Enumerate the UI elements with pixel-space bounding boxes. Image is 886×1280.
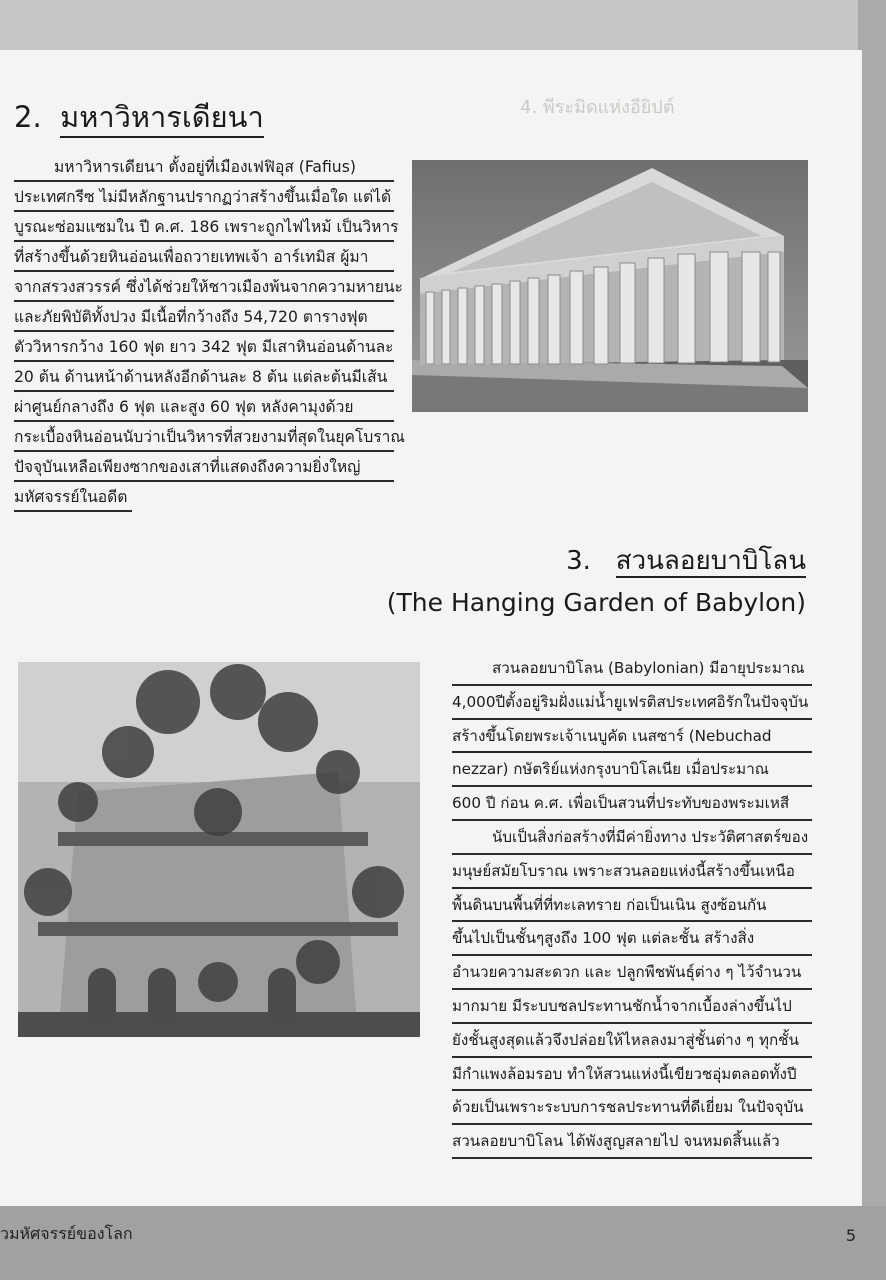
text-line: ประเทศกรีซ ไม่มีหลักฐานปรากฏว่าสร้างขึ้นเมื่อใด แต่ได้ bbox=[14, 182, 394, 212]
text-line: บูรณะซ่อมแซมใน ปี ค.ศ. 186 เพราะถูกไฟไหม้ เป็นวิหาร bbox=[14, 212, 394, 242]
temple-of-artemis-photo bbox=[412, 160, 808, 412]
text-line: อำนวยความสะดวก และ ปลูกพืชพันธุ์ต่าง ๆ ไว้จำนวน bbox=[452, 956, 812, 990]
text-line: ยังชั้นสูงสุดแล้วจึงปล่อยให้ไหลลงมาสู่ชั้นต่าง ๆ ทุกชั้น bbox=[452, 1024, 812, 1058]
section-2-body bbox=[14, 152, 405, 512]
section-3-number: 3. bbox=[566, 546, 591, 576]
scanner-background-top bbox=[0, 0, 886, 52]
text-line: จากสรวงสวรรค์ ซึ่งได้ช่วยให้ชาวเมืองพ้นจากความหายนะ bbox=[14, 272, 394, 302]
footer-book-title: วมหัศจรรย์ของโลก bbox=[0, 1224, 133, 1243]
bleed-through-text: 4. พีระมิดแห่งอียิปต์ bbox=[520, 97, 675, 118]
text-line: มากมาย มีระบบชลประทานชักน้ำจากเบื้องล่างขึ้นไป bbox=[452, 990, 812, 1024]
scanner-background-right bbox=[858, 0, 886, 1280]
text-line: และภัยพิบัติทั้งปวง มีเนื้อที่กว้างถึง 54,720 ตารางฟุต bbox=[14, 302, 394, 332]
text-line: สวนลอยบาบิโลน ได้พังสูญสลายไป จนหมดสิ้นแล้ว bbox=[452, 1125, 812, 1159]
text-line: 4,000ปีตั้งอยู่ริมฝั่งแม่น้ำยูเฟรติสประเทศอิรักในปัจจุบัน bbox=[452, 686, 812, 720]
text-line: สร้างขึ้นโดยพระเจ้าเนบูคัด เนสซาร์ (Nebuchad bbox=[452, 720, 812, 754]
text-line: กระเบื้องหินอ่อนนับว่าเป็นวิหารที่สวยงามที่สุดในยุคโบราณ bbox=[14, 422, 394, 452]
scanner-background-bottom bbox=[0, 1206, 886, 1280]
section-2-number: 2. bbox=[14, 100, 42, 134]
section-2-title: มหาวิหารเดียนา bbox=[60, 100, 264, 138]
page-number: 5 bbox=[845, 1226, 856, 1245]
garden-illustration bbox=[18, 662, 420, 1037]
text-line: มหาวิหารเดียนา ตั้งอยู่ที่เมืองเฟฟิอุส (Fafius) bbox=[14, 152, 394, 182]
text-line: ที่สร้างขึ้นด้วยหินอ่อนเพื่อถวายเทพเจ้า อาร์เทมิส ผู้มา bbox=[14, 242, 394, 272]
text-line: nezzar) กษัตริย์แห่งกรุงบาบิโลเนีย เมื่อประมาณ bbox=[452, 753, 812, 787]
text-line: มนุษย์สมัยโบราณ เพราะสวนลอยแห่งนี้สร้างขึ้นเหนือ bbox=[452, 855, 812, 889]
text-line: พื้นดินบนพื้นที่ที่ทะเลทราย ก่อเป็นเนิน สูงซ้อนกัน bbox=[452, 889, 812, 923]
text-line: ผ่าศูนย์กลางถึง 6 ฟุต และสูง 60 ฟุต หลังคามุงด้วย bbox=[14, 392, 394, 422]
text-line: 600 ปี ก่อน ค.ศ. เพื่อเป็นสวนที่ประทับของพระมเหสี bbox=[452, 787, 812, 821]
text-line: นับเป็นสิ่งก่อสร้างที่มีค่ายิ่งทาง ประวัติศาสตร์ของ bbox=[452, 821, 812, 855]
section-3-heading bbox=[566, 540, 806, 581]
text-line: ด้วยเป็นเพราะระบบการชลประทานที่ดีเยี่ยม ในปัจจุบัน bbox=[452, 1091, 812, 1125]
text-line: ตัววิหารกว้าง 160 ฟุต ยาว 342 ฟุต มีเสาหินอ่อนด้านละ bbox=[14, 332, 394, 362]
temple-illustration bbox=[412, 160, 808, 412]
section-3-title: สวนลอยบาบิโลน bbox=[615, 546, 806, 576]
text-line: สวนลอยบาบิโลน (Babylonian) มีอายุประมาณ bbox=[452, 652, 812, 686]
hanging-garden-photo bbox=[18, 662, 420, 1037]
text-line: ปัจจุบันเหลือเพียงซากของเสาที่แสดงถึงความยิ่งใหญ่ bbox=[14, 452, 394, 482]
text-line: ขึ้นไปเป็นชั้นๆสูงถึง 100 ฟุต แต่ละชั้น สร้างสิ่ง bbox=[452, 922, 812, 956]
text-line: มหัศจรรย์ในอดีต bbox=[14, 482, 132, 512]
section-3-body bbox=[452, 652, 812, 1159]
section-3-english-title: (The Hanging Garden of Babylon) bbox=[386, 588, 806, 617]
text-line: 20 ต้น ด้านหน้าด้านหลังอีกด้านละ 8 ต้น แต่ละต้นมีเส้น bbox=[14, 362, 394, 392]
section-2-heading bbox=[14, 94, 264, 140]
text-line: มีกำแพงล้อมรอบ ทำให้สวนแห่งนี้เขียวชอุ่มตลอดทั้งปี bbox=[452, 1058, 812, 1092]
